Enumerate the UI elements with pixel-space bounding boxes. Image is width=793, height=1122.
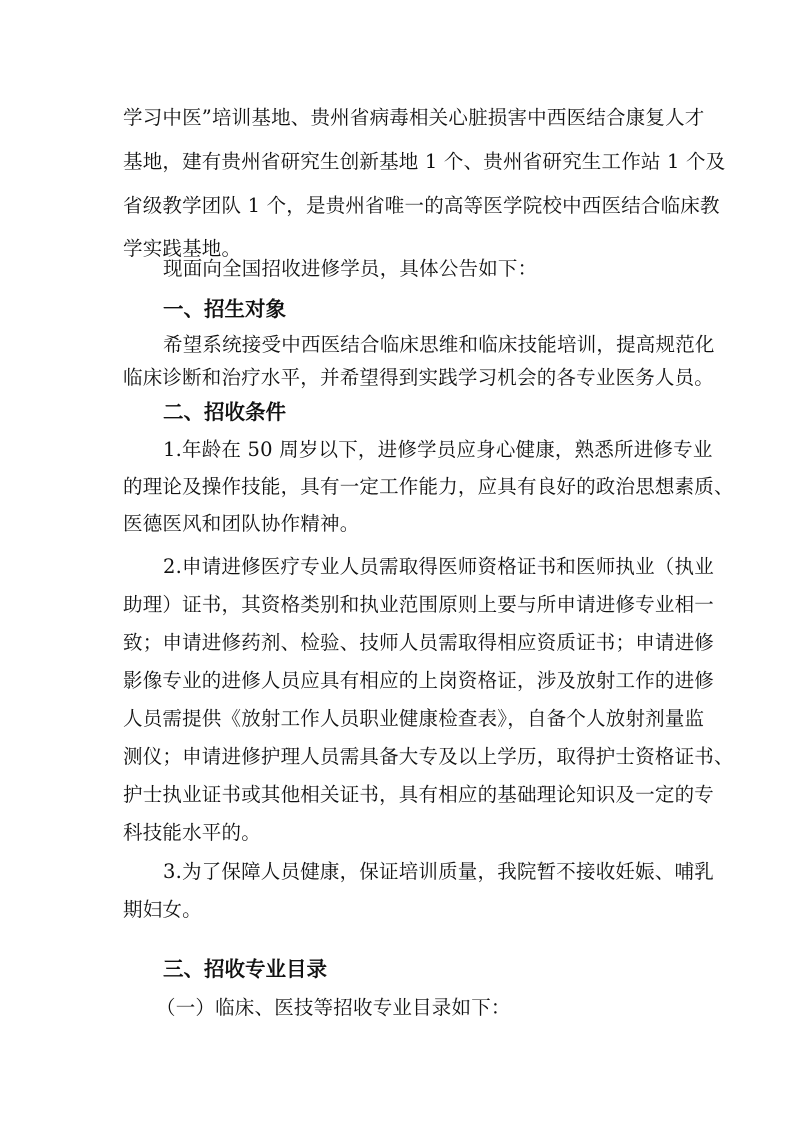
item2-line-7: 护士执业证书或其他相关证书，具有相应的基础理论知识及一定的专	[123, 783, 715, 806]
intro-line-4: 学实践基地。	[123, 237, 242, 260]
intro-line-3: 省级教学团队 1 个，是贵州省唯一的高等医学院校中西医结合临床教	[123, 194, 720, 217]
intro-line-2: 基地，建有贵州省研究生创新基地 1 个、贵州省研究生工作站 1 个及	[123, 150, 726, 173]
item2-line-5: 人员需提供《放射工作人员职业健康检查表》，自备个人放射剂量监	[123, 707, 705, 730]
item3-line-2: 期妇女。	[123, 898, 202, 921]
section1-line-1: 希望系统接受中西医结合临床思维和临床技能培训，提高规范化	[163, 333, 715, 356]
section3-sub1: （一）临床、医技等招收专业目录如下：	[156, 996, 511, 1019]
item2-line-2: 助理）证书，其资格类别和执业范围原则上要与所申请进修专业相一	[123, 593, 715, 616]
intro-line-1: 学习中医”培训基地、贵州省病毒相关心脏损害中西医结合康复人才	[123, 106, 705, 129]
section1-heading: 一、招生对象	[163, 297, 286, 321]
announcement-text: 现面向全国招收进修学员，具体公告如下：	[163, 257, 538, 280]
section3-heading: 三、招收专业目录	[163, 957, 327, 981]
section1-line-2: 临床诊断和治疗水平，并希望得到实践学习机会的各专业医务人员。	[123, 366, 715, 389]
item1-line-1: 1.年龄在 50 周岁以下，进修学员应身心健康，熟悉所进修专业	[163, 438, 713, 461]
item2-line-4: 影像专业的进修人员应具有相应的上岗资格证，涉及放射工作的进修	[123, 669, 715, 692]
item2-line-1: 2.申请进修医疗专业人员需取得医师资格证书和医师执业（执业	[163, 555, 714, 578]
item1-line-3: 医德医风和团队协作精神。	[123, 512, 360, 535]
item2-line-3: 致；申请进修药剂、检验、技师人员需取得相应资质证书；申请进修	[123, 631, 715, 654]
item2-line-6: 测仪；申请进修护理人员需具备大专及以上学历，取得护士资格证书、	[123, 745, 734, 768]
item3-line-1: 3.为了保障人员健康，保证培训质量，我院暂不接收妊娠、哺乳	[163, 860, 714, 883]
item1-line-2: 的理论及操作技能，具有一定工作能力，应具有良好的政治思想素质、	[123, 475, 734, 498]
item2-line-8: 科技能水平的。	[123, 821, 261, 844]
section2-heading: 二、招收条件	[163, 400, 286, 424]
